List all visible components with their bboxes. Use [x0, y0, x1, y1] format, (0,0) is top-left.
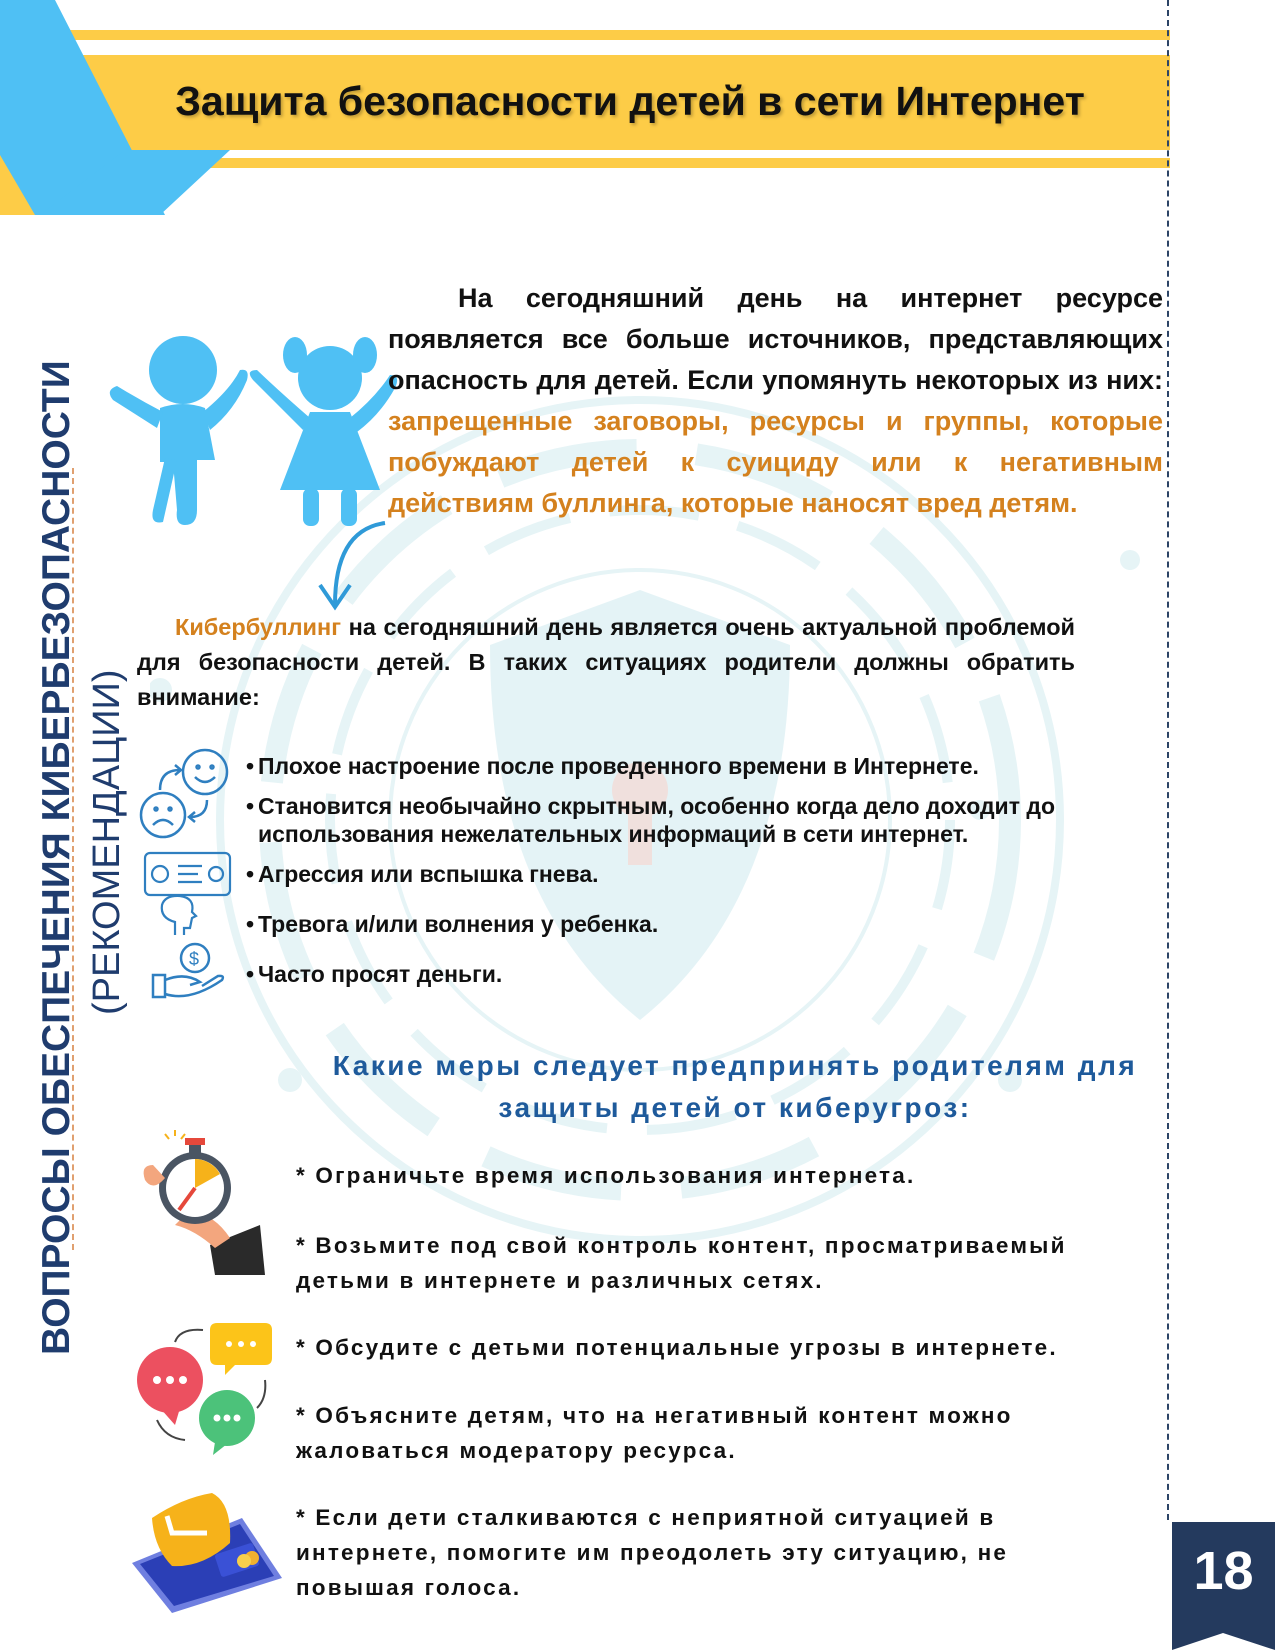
sign-item: • Становится необычайно скрытным, особенно когда дело доходит до использования нежелательных информаций в сети интернет.	[258, 792, 1128, 848]
page-title: Защита безопасности детей в сети Интернет	[175, 78, 1085, 124]
tip-item: * Если дети сталкиваются с неприятной ситуацией в интернете, помогите им преодолеть эту ситуацию, не повышая голоса.	[296, 1505, 1009, 1600]
mood-swing-icon	[135, 745, 235, 845]
measures-heading	[300, 1045, 1170, 1129]
right-border	[1167, 0, 1169, 1520]
cyberbullying-text: на сегодняшний день является очень актуальной проблемой для безопасности детей. В таких ситуациях родители должны обратить внимание:	[137, 614, 1076, 710]
intro-text: На сегодняшний день на интернет ресурсе появляется все больше источников, представляющих опасность для детей. Если упомянуть некоторых из них:	[388, 283, 1163, 395]
tip-item: * Объясните детям, что на негативный контент можно жаловаться модератору ресурса.	[296, 1403, 1013, 1463]
curved-arrow-icon	[305, 515, 395, 615]
stopwatch-icon	[135, 1130, 270, 1275]
sign-item: • Агрессия или вспышка гнева.	[258, 860, 1128, 888]
chat-bubbles-icon	[135, 1320, 275, 1455]
thinking-head-icon	[140, 850, 235, 940]
intro-paragraph	[388, 278, 1163, 524]
cyberbullying-term: Кибербуллинг	[175, 614, 341, 640]
sign-item: • Тревога и/или волнения у ребенка.	[258, 910, 1128, 938]
shield-phone-icon	[112, 1488, 292, 1613]
tip-item: * Обсудите с детьми потенциальные угрозы в интернете.	[296, 1335, 1058, 1360]
side-title-sub: (РЕКОМЕНДАЦИИ)	[86, 669, 128, 1015]
side-title-main: ВОПРОСЫ ОБЕСПЕЧЕНИЯ КИБЕРБЕЗОПАСНОСТИ	[35, 360, 78, 1355]
children-icon	[105, 330, 405, 530]
tip-item: * Возьмите под свой контроль контент, просматриваемый детьми в интернете и различных сетях.	[296, 1233, 1067, 1293]
cyberbullying-paragraph	[137, 610, 1075, 715]
tip-item: * Ограничьте время использования интернета.	[296, 1163, 916, 1188]
svg-text:$: $	[189, 949, 200, 969]
measures-heading-line1: Какие меры следует предпринять родителям для	[332, 1050, 1138, 1081]
page-number-notch	[1172, 1630, 1275, 1650]
money-hand-icon	[150, 940, 230, 1005]
intro-highlight: запрещенные заговоры, ресурсы и группы, которые побуждают детей к суициду или к негативным действиям буллинга, которые наносят вред детям.	[388, 406, 1163, 518]
sign-item: • Плохое настроение после проведенного времени в Интернете.	[258, 752, 1128, 780]
side-divider	[72, 468, 74, 1250]
measures-heading-line2: защиты детей от киберугроз:	[498, 1092, 972, 1123]
sign-item: • Часто просят деньги.	[258, 960, 1128, 988]
page-number: 18	[1193, 1541, 1254, 1601]
